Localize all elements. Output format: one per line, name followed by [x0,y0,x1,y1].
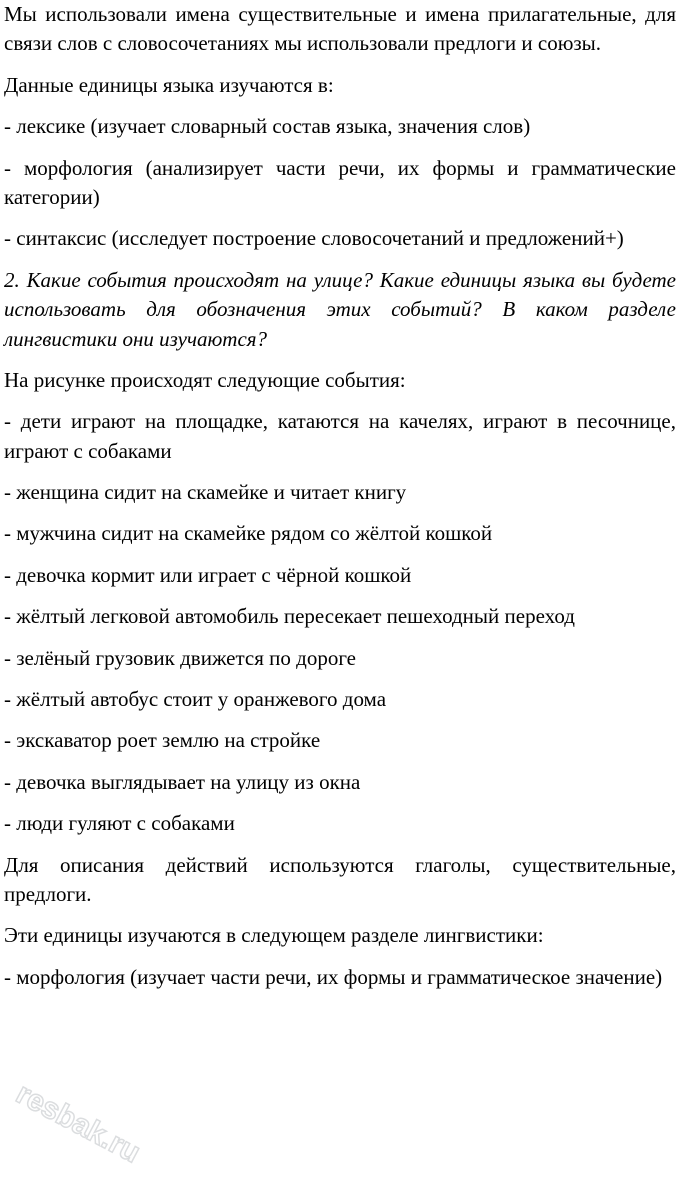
list-item-event: - дети играют на площадке, катаются на качелях, играют в песочнице, играют с собаками [4,409,676,463]
list-item-event: - экскаватор роет землю на стройке [4,728,321,753]
paragraph-linguistics-section: Эти единицы изучаются в следующем разделе лингвистики: [4,923,544,948]
watermark-logo [4,1060,204,1180]
document-body [4,0,676,1004]
paragraph-units-studied: Данные единицы языка изучаются в: [4,72,334,97]
paragraph-events-intro: На рисунке происходят следующие события: [4,367,406,392]
paragraph-description: Для описания действий используются глаголы, существительные, предлоги. [4,852,676,906]
list-item-syntax: - синтаксис (исследует построение словосочетаний и предложений+) [4,226,624,251]
list-item-event: - люди гуляют с собаками [4,811,235,836]
list-item-event: - девочка выглядывает на улицу из окна [4,769,361,794]
question-2: 2. Какие события происходят на улице? Какие единицы языка вы будете использовать для обозначения этих событий? В каком разделе лингвистики они изучаются? [4,267,676,351]
list-item-event: - зелёный грузовик движется по дороге [4,645,356,670]
list-item-event: - жёлтый легковой автомобиль пересекает пешеходный переход [4,604,575,629]
list-item-event: - девочка кормит или играет с чёрной кошкой [4,562,412,587]
paragraph-intro: Мы использовали имена существительные и имена прилагательные, для связи слов с словосочетаниях мы использовали предлоги и союзы. [4,2,676,56]
list-item-event: - мужчина сидит на скамейке рядом со жёлтой кошкой [4,521,493,546]
watermark-text: resbak.ru [10,1077,146,1170]
list-item-lexicon: - лексике (изучает словарный состав языка, значения слов) [4,114,531,139]
list-item-event: - жёлтый автобус стоит у оранжевого дома [4,687,387,712]
list-item-event: - женщина сидит на скамейке и читает книгу [4,480,407,505]
list-item-morphology-final: - морфология (изучает части речи, их формы и грамматическое значение) [4,964,663,989]
list-item-morphology: - морфология (анализирует части речи, их формы и грамматические категории) [4,155,676,209]
